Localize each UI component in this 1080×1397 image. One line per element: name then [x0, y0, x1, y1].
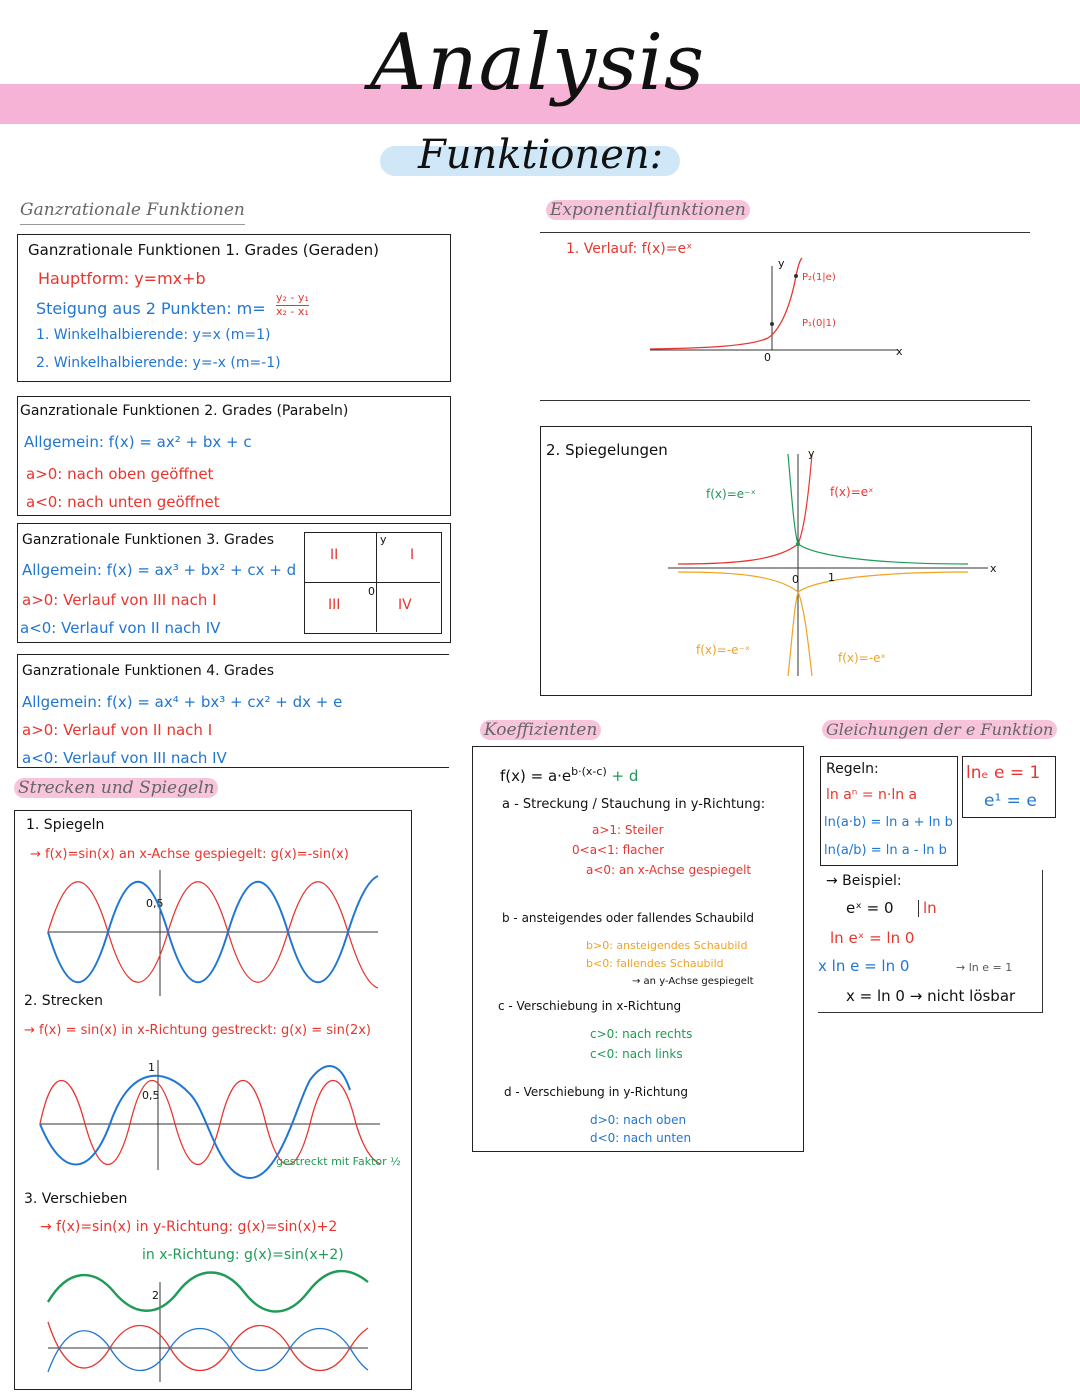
section-gleichungen-label: Gleichungen der e Funktion	[822, 720, 1057, 739]
graph-strecken-sin2x	[40, 1081, 380, 1165]
koeff-formula-exp: b·(x-c)	[571, 765, 607, 778]
quadrant-III: III	[328, 597, 341, 613]
expo-axis-x: x	[896, 345, 903, 358]
koeff-formula	[500, 766, 638, 785]
grad1-winkel2: 2. Winkelhalbierende: y=-x (m=-1)	[36, 355, 281, 371]
verschieben-tick2: 2	[152, 1289, 159, 1302]
expo-origin: 0	[764, 351, 771, 364]
graph-e-pos	[788, 454, 968, 564]
beispiel-3	[818, 958, 909, 975]
graph-neg-e-neg-x	[678, 572, 812, 676]
grad2-a-pos: a>0: nach oben geöffnet	[26, 465, 214, 483]
grad3-heading: Ganzrationale Funktionen 3. Grades	[22, 532, 275, 548]
koeff-formula-d: + d	[611, 767, 639, 785]
grad4-a-pos: a>0: Verlauf von II nach I	[22, 721, 213, 739]
koeff-a-line: a - Streckung / Stauchung in y-Richtung:	[502, 797, 766, 812]
graph-verlauf-p1	[770, 322, 774, 326]
section-ganzrational: Ganzrationale Funktionen	[20, 200, 245, 220]
grad3-a-neg: a<0: Verlauf von II nach IV	[20, 619, 221, 637]
section-strecken	[14, 778, 218, 798]
section-strecken-label: Strecken und Spiegeln	[14, 778, 218, 798]
spiegelung-axis-x: x	[990, 562, 997, 575]
grad2-allgemein	[24, 434, 252, 451]
grad2-heading: Ganzrationale Funktionen 2. Grades (Parabeln)	[20, 403, 349, 419]
quadrant-I: I	[410, 547, 415, 563]
spiegelung-origin: 0	[792, 573, 799, 586]
spiegelungen-heading: 2. Spiegelungen	[546, 441, 668, 459]
graph-spiegeln-neg-sin	[48, 876, 378, 982]
strecken-text: → f(x) = sin(x) in x-Richtung gestreckt: g(x) = sin(2x)	[24, 1023, 371, 1038]
graph-verschieben	[48, 1262, 368, 1382]
spiegelung-one: 1	[828, 571, 835, 584]
quadrant-IV: IV	[398, 597, 412, 613]
koeff-b-line: b - ansteigendes oder fallendes Schaubild	[502, 911, 754, 925]
koeff-c2: c<0: nach links	[590, 1047, 683, 1061]
koeff-formula-a: f(x) = a·e	[500, 767, 572, 785]
grad1-winkel1: 1. Winkelhalbierende: y=x (m=1)	[36, 327, 271, 343]
expo-axis-y: y	[778, 257, 785, 270]
identity-2: e¹ = e	[984, 791, 1037, 811]
quadrant-II: II	[330, 547, 339, 563]
page-subtitle: Funktionen:	[418, 132, 664, 178]
graph-spiegeln	[48, 870, 378, 1000]
grad4-topline	[17, 654, 449, 655]
grad4-a-neg: a<0: Verlauf von III nach IV	[22, 749, 227, 767]
expo-midline	[540, 400, 1030, 401]
spiegelung-f1: f(x)=e⁻ˣ	[706, 487, 756, 501]
section-underline	[20, 224, 245, 225]
regel-1: ln aⁿ = n·ln a	[826, 787, 918, 803]
section-exponential	[546, 200, 750, 220]
graph-spiegelungen-point	[796, 542, 800, 546]
beispiel-3-text: x ln e = ln 0	[818, 957, 910, 975]
beispiel-4: x = ln 0 → nicht lösbar	[846, 987, 1016, 1005]
regel-3: ln(a/b) = ln a - ln b	[824, 843, 947, 858]
koeff-c1: c>0: nach rechts	[590, 1027, 693, 1041]
koeff-d2: d<0: nach unten	[590, 1131, 692, 1145]
verschieben-text1: → f(x)=sin(x) in y-Richtung: g(x)=sin(x)+2	[40, 1219, 338, 1235]
graph-e-neg-x	[678, 454, 812, 564]
spiegelung-f2: f(x)=eˣ	[830, 485, 874, 499]
grad1-fraction	[276, 292, 309, 318]
quadrant-hline	[304, 582, 440, 583]
graph-verschieben-sin-plus-2	[48, 1271, 368, 1311]
fraction-numerator: y₂ - y₁	[276, 291, 309, 304]
grad1-hauptform: Hauptform: y=mx+b	[38, 269, 206, 288]
expo-p1: P₁(0|1)	[802, 318, 836, 329]
koeff-b3: → an y-Achse gespiegelt	[632, 976, 754, 987]
koeff-a2: 0<a<1: flacher	[572, 843, 665, 857]
graph-spiegeln-sin	[48, 882, 378, 988]
spiegelung-axis-y: y	[808, 447, 815, 460]
section-gleichungen	[822, 720, 1057, 739]
quadrant-origin: 0	[368, 585, 375, 598]
koeff-a3: a<0: an x-Achse gespiegelt	[586, 863, 752, 877]
grad2-a-neg: a<0: nach unten geöffnet	[26, 493, 220, 511]
grad3-allgemein: Allgemein: f(x) = ax³ + bx² + cx + d	[22, 561, 297, 579]
strecken-tick1: 1	[148, 1061, 155, 1074]
fraction-denominator: x₂ - x₁	[276, 304, 309, 318]
grad3-a-pos: a>0: Verlauf von III nach I	[22, 591, 217, 609]
koeff-b2: b<0: fallendes Schaubild	[586, 957, 724, 970]
koeff-a1: a>1: Steiler	[592, 823, 664, 837]
verschieben-heading: 3. Verschieben	[24, 1191, 128, 1207]
expo-verlauf-text: 1. Verlauf: f(x)=eˣ	[566, 241, 693, 257]
spiegelung-f4: f(x)=-eˣ	[838, 651, 886, 665]
koeff-c-line: c - Verschiebung in x-Richtung	[498, 999, 682, 1013]
spiegeln-heading: 1. Spiegeln	[26, 817, 105, 833]
spiegelung-f3: f(x)=-e⁻ˣ	[696, 643, 751, 657]
graph-verlauf	[650, 258, 910, 368]
koeff-d1: d>0: nach oben	[590, 1113, 687, 1127]
section-koeffizienten	[480, 720, 601, 740]
section-koeffizienten-label: Koeffizienten	[480, 720, 601, 740]
beispiel-rightline	[1042, 870, 1043, 1012]
beispiel-3-note: → ln e = 1	[956, 961, 1013, 974]
expo-topline	[540, 232, 1030, 233]
graph-verlauf-exp	[650, 258, 802, 349]
regeln-heading: Regeln:	[826, 761, 879, 777]
beispiel-bottomline	[818, 1012, 1043, 1013]
grad2-allgemein-text: Allgemein: f(x) = ax² + bx + c	[24, 433, 252, 451]
identity-1: lnₑ e = 1	[966, 763, 1041, 783]
strecken-tick05: 0,5	[142, 1089, 160, 1102]
grad4-heading: Ganzrationale Funktionen 4. Grades	[22, 663, 275, 679]
graph-verlauf-p2	[794, 274, 798, 278]
beispiel-heading: → Beispiel:	[826, 873, 902, 889]
grad1-heading: Ganzrationale Funktionen 1. Grades (Geraden)	[28, 241, 379, 259]
quadrant-axis-y: y	[380, 533, 387, 546]
spiegeln-tick: 0,5	[146, 897, 164, 910]
grad4-leftline	[17, 654, 18, 768]
grad4-allgemein: Allgemein: f(x) = ax⁴ + bx³ + cx² + dx + e	[22, 693, 343, 711]
strecken-note: gestreckt mit Faktor ½	[276, 1155, 401, 1168]
page-title: Analysis	[370, 18, 706, 108]
beispiel-2	[830, 930, 914, 947]
expo-verlauf	[566, 242, 692, 257]
quadrant-diagram	[304, 532, 442, 634]
section-exponential-label: Exponentialfunktionen	[546, 200, 750, 220]
spiegeln-text: → f(x)=sin(x) an x-Achse gespiegelt: g(x)=-sin(x)	[30, 847, 349, 862]
verschieben-text2: in x-Richtung: g(x)=sin(x+2)	[142, 1247, 344, 1263]
beispiel-1b: ln	[918, 900, 937, 917]
grad4-bottomline	[17, 767, 449, 768]
expo-p2: P₂(1|e)	[802, 272, 836, 283]
beispiel-2-text: ln eˣ = ln 0	[830, 929, 915, 947]
koeff-d-line: d - Verschiebung in y-Richtung	[504, 1085, 688, 1099]
regel-2: ln(a·b) = ln a + ln b	[824, 815, 953, 830]
beispiel-1: eˣ = 0	[846, 899, 894, 917]
graph-verschieben-sin-shift	[48, 1329, 368, 1373]
graph-strecken	[40, 1060, 380, 1170]
koeff-b1: b>0: ansteigendes Schaubild	[586, 939, 748, 952]
grad1-steigung: Steigung aus 2 Punkten: m=	[36, 299, 266, 318]
strecken-heading: 2. Strecken	[24, 993, 104, 1009]
